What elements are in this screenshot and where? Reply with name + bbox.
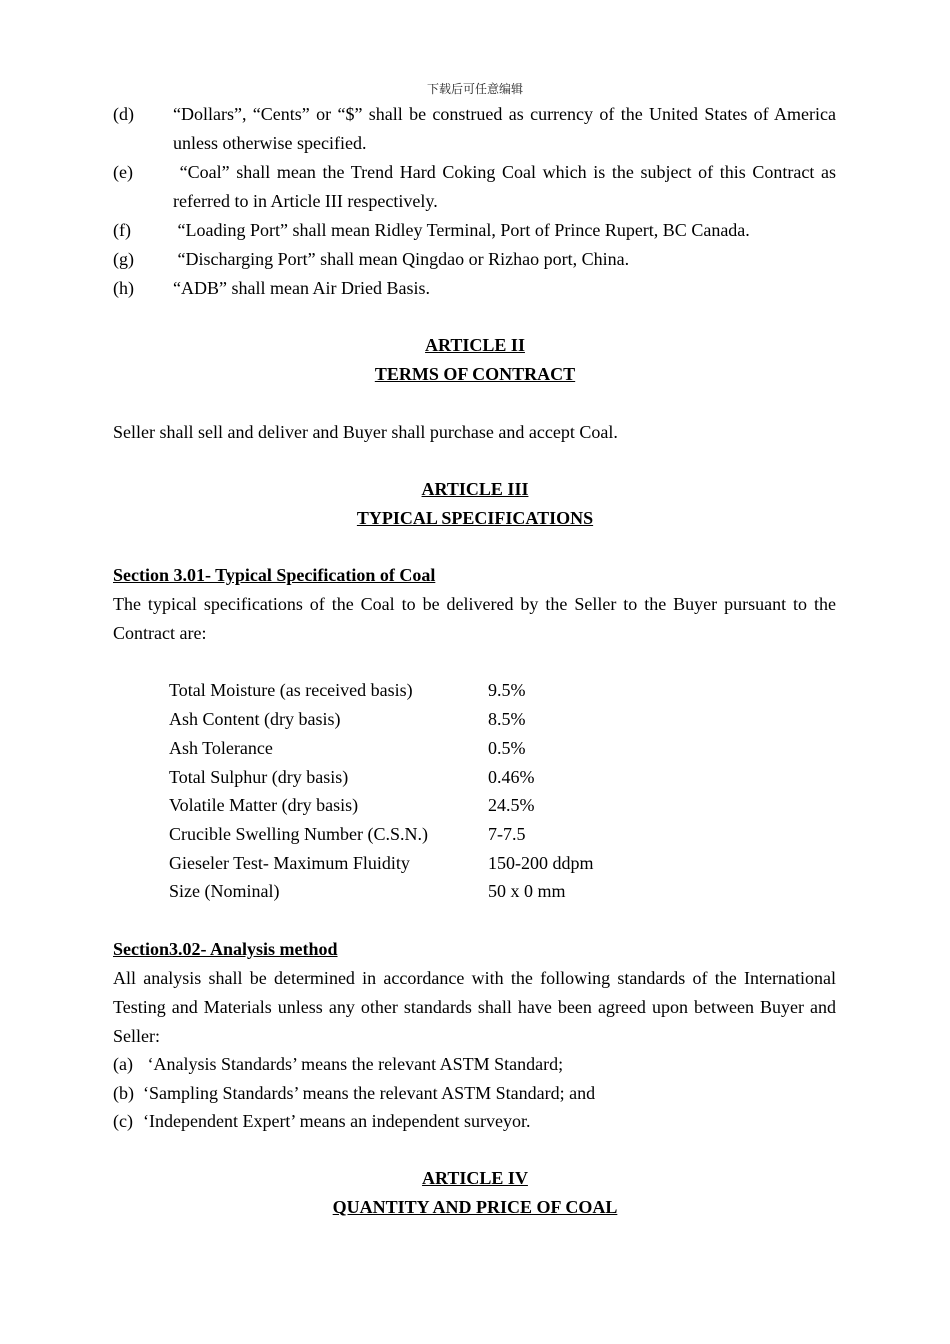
- standard-text: ‘Analysis Standards’ means the relevant ASTM Standard;: [143, 1054, 564, 1074]
- standard-label: (b): [113, 1083, 134, 1103]
- spec-value: 150-200 ddpm: [488, 853, 594, 873]
- spec-value: 9.5%: [488, 680, 526, 700]
- article3-subtitle: TYPICAL SPECIFICATIONS: [356, 508, 594, 528]
- section-3-01-body: The typical specifications of the Coal to be delivered by the Seller to the Buyer pursuant to the Contract are:: [113, 594, 836, 643]
- spec-value: 0.46%: [488, 767, 535, 787]
- definition-label: (f): [113, 220, 131, 240]
- section-3-02-body: All analysis shall be determined in accordance with the following standards of the International Testing and Materials unless any other standards shall have been agreed upon between Buyer and Seller:: [113, 968, 836, 1046]
- standard-text: ‘Independent Expert’ means an independent surveyor.: [143, 1111, 531, 1131]
- standard-item-a: [113, 1050, 563, 1079]
- standard-item-b: [113, 1079, 595, 1108]
- definition-text: “Dollars”, “Cents” or “$” shall be construed as currency of the United States of America unless otherwise specified.: [173, 104, 836, 153]
- article2-title: ARTICLE II: [425, 335, 525, 355]
- spec-name: Gieseler Test- Maximum Fluidity: [169, 853, 410, 873]
- definition-e: [113, 158, 841, 216]
- article2-body: Seller shall sell and deliver and Buyer shall purchase and accept Coal.: [113, 422, 618, 442]
- spec-value: 8.5%: [488, 709, 526, 729]
- spec-value: 50 x 0 mm: [488, 881, 566, 901]
- standard-label: (a): [113, 1054, 133, 1074]
- definition-text: “ADB” shall mean Air Dried Basis.: [173, 278, 430, 298]
- spec-value: 0.5%: [488, 738, 526, 758]
- article4-subtitle: QUANTITY AND PRICE OF COAL: [332, 1197, 618, 1217]
- definition-text: “Discharging Port” shall mean Qingdao or Rizhao port, China.: [173, 249, 630, 269]
- definition-g: [113, 245, 836, 274]
- definition-label: (d): [113, 104, 134, 124]
- header-note: 下载后可任意编辑: [426, 82, 523, 96]
- definition-f: [113, 216, 836, 245]
- spec-value: 24.5%: [488, 795, 535, 815]
- definition-label: (e): [113, 162, 133, 182]
- spec-name: Size (Nominal): [169, 881, 280, 901]
- spec-name: Total Moisture (as received basis): [169, 680, 413, 700]
- spec-name: Total Sulphur (dry basis): [169, 767, 349, 787]
- spec-value: 7-7.5: [488, 824, 526, 844]
- spec-name: Crucible Swelling Number (C.S.N.): [169, 824, 428, 844]
- spec-name: Volatile Matter (dry basis): [169, 795, 359, 815]
- definition-label: (h): [113, 278, 134, 298]
- definition-h: [113, 274, 836, 303]
- section-3-01-heading: Section 3.01- Typical Specification of Coal: [113, 565, 436, 585]
- definition-d: [113, 100, 836, 158]
- definition-label: (g): [113, 249, 134, 269]
- section-3-02-heading: Section3.02- Analysis method: [113, 939, 338, 959]
- article2-subtitle: TERMS OF CONTRACT: [374, 364, 576, 384]
- article4-title: ARTICLE IV: [422, 1168, 528, 1188]
- standard-item-c: [113, 1107, 531, 1136]
- article3-title: ARTICLE III: [421, 479, 529, 499]
- standard-label: (c): [113, 1111, 133, 1131]
- standard-text: ‘Sampling Standards’ means the relevant ASTM Standard; and: [143, 1083, 596, 1103]
- spec-name: Ash Content (dry basis): [169, 709, 341, 729]
- definition-text: “Loading Port” shall mean Ridley Terminal, Port of Prince Rupert, BC Canada.: [173, 220, 750, 240]
- spec-name: Ash Tolerance: [169, 738, 273, 758]
- definition-text: “Coal” shall mean the Trend Hard Coking Coal which is the subject of this Contract as referred to in Article III respectively.: [173, 162, 841, 211]
